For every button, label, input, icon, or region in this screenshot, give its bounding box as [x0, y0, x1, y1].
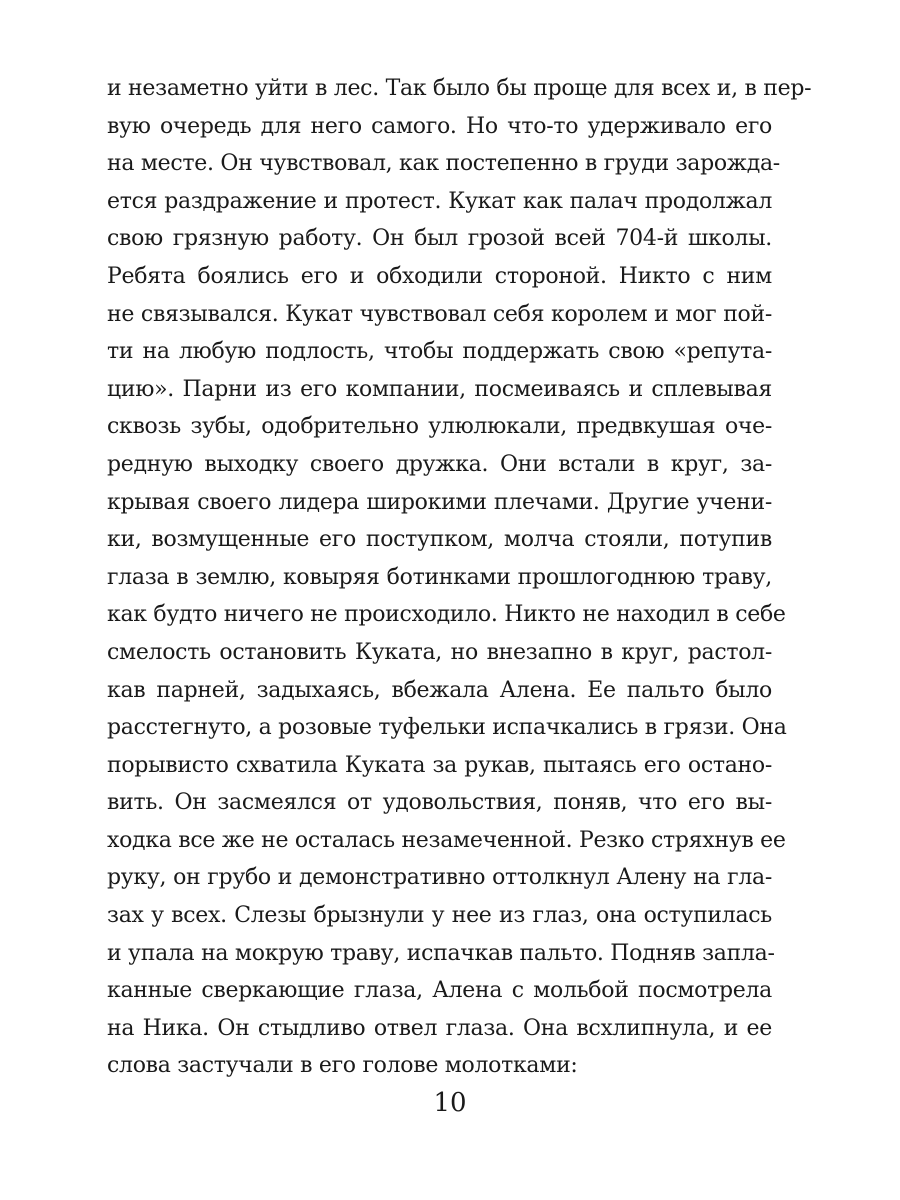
text-line: как будто ничего не происходило. Никто не находил в себе [107, 602, 786, 628]
text-line: расстегнуто, а розовые туфельки испачкались в грязи. Она [107, 715, 787, 741]
text-line: и упала на мокрую траву, испачкав пальто. Подняв запла- [107, 940, 775, 966]
text-line: кав парней, задыхаясь, вбежала Алена. Ее пальто было [107, 677, 772, 703]
page-body-text [107, 70, 812, 1085]
text-line: цию». Парни из его компании, посмеиваясь и сплевывая [107, 376, 772, 402]
text-line: на месте. Он чувствовал, как постепенно в груди зарожда- [107, 151, 780, 177]
text-line: редную выходку своего дружка. Они встали в круг, за- [107, 451, 772, 477]
text-line: вую очередь для него самого. Но что-то удерживало его [107, 113, 772, 139]
text-line: глаза в землю, ковыряя ботинками прошлогоднюю траву, [107, 564, 772, 590]
text-line: Ребята боялись его и обходили стороной. Никто с ним [107, 263, 772, 289]
text-line: ходка все же не осталась незамеченной. Резко стряхнув ее [107, 827, 786, 853]
text-line: ки, возмущенные его поступком, молча стояли, потупив [107, 527, 772, 553]
text-line: ется раздражение и протест. Кукат как палач продолжал [107, 188, 772, 214]
text-line: и незаметно уйти в лес. Так было бы проще для всех и, в пер- [107, 76, 812, 101]
text-line: ти на любую подлость, чтобы поддержать свою «репута- [107, 339, 772, 365]
text-line: свою грязную работу. Он был грозой всей 704-й школы. [107, 226, 772, 252]
text-line: вить. Он засмеялся от удовольствия, поняв, что его вы- [107, 790, 772, 816]
text-line: канные сверкающие глаза, Алена с мольбой посмотрела [107, 978, 772, 1004]
text-line: не связывался. Кукат чувствовал себя королем и мог пой- [107, 301, 772, 327]
text-line: на Ника. Он стыдливо отвел глаза. Она всхлипнула, и ее [107, 1015, 772, 1041]
text-line: зах у всех. Слезы брызнули у нее из глаз, она оступилась [107, 903, 772, 929]
text-line: сквозь зубы, одобрительно улюлюкали, предвкушая оче- [107, 414, 772, 440]
text-line: смелость остановить Куката, но внезапно в круг, растол- [107, 639, 772, 665]
text-line: порывисто схватила Куката за рукав, пытаясь его остано- [107, 752, 772, 778]
text-line: руку, он грубо и демонстративно оттолкнул Алену на гла- [107, 865, 772, 891]
page-number: 10 [433, 1088, 467, 1118]
text-line: крывая своего лидера широкими плечами. Другие учени- [107, 489, 772, 515]
text-line-last: слова застучали в его голове молотками: [107, 1053, 578, 1079]
